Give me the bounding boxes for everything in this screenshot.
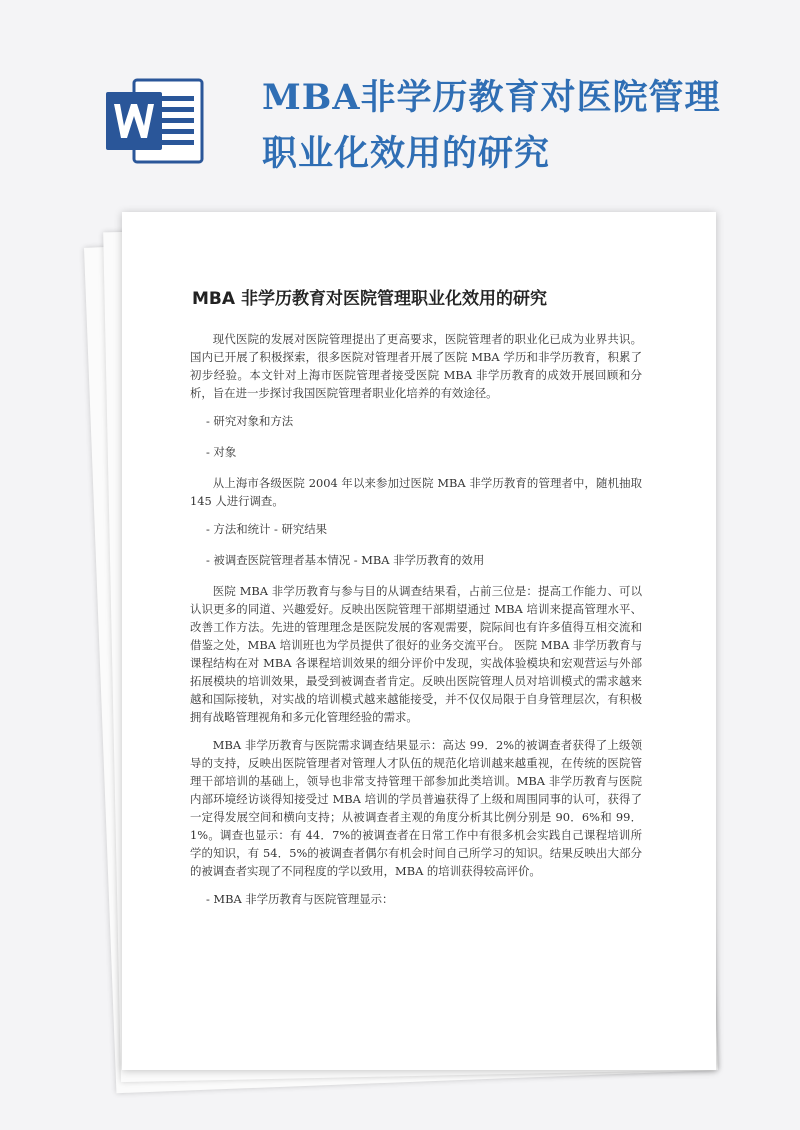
header-title-line-2: 职业化效用的研究 bbox=[262, 133, 551, 174]
document-body bbox=[190, 330, 642, 921]
heading-research-method: - 研究对象和方法 bbox=[205, 414, 294, 428]
heading-basic-info: - 被调查医院管理者基本情况 - MBA 非学历教育的效用 bbox=[205, 553, 485, 567]
header-title-line-1: MBA非学历教育对医院管理 bbox=[262, 77, 721, 118]
heading-management: - MBA 非学历教育与医院管理显示： bbox=[205, 892, 394, 906]
header-title bbox=[262, 70, 782, 182]
header bbox=[0, 0, 800, 200]
document-page bbox=[122, 212, 716, 1070]
heading-subject: - 对象 bbox=[205, 445, 237, 459]
paragraph-intro: 现代医院的发展对医院管理提出了更高要求，医院管理者的职业化已成为业界共识。国内已开展了积极探索，很多医院对管理者开展了医院 MBA 学历和非学历教育，积累了初步经验。本文针对上海市医院管理者接受医院 MBA 非学历教育的成效开展回顾和分析，旨在进一步探讨我国医院管理者职业化培养的有效途径。 bbox=[190, 332, 642, 400]
word-document-icon bbox=[104, 76, 208, 166]
document-title: MBA 非学历教育对医院管理职业化效用的研究 bbox=[192, 289, 547, 309]
paragraph-needs: MBA 非学历教育与医院需求调查结果显示：高达 99．2%的被调查者获得了上级领导的支持，反映出医院管理者对管理人才队伍的规范化培训越来越重视，在传统的医院管理干部培训的基础上，领导也非常支持管理干部参加此类培训。MBA 非学历教育与医院内部环境经访谈得知接受过 MBA 培训的学员普遍获得了上级和周围同事的认可，获得了一定得发展空间和横向支持；从被调查者主观的角度分析其比例分别是 90．6%和 99．1%。调查也显示：有 44．7%的被调查者在日常工作中有很多机会实践自己课程培训所学的知识，有 54．5%的被调查者偶尔有机会时间自己所学习的知识。结果反映出大部分的被调查者实现了不同程度的学以致用，MBA 的培训获得较高评价。 bbox=[190, 738, 642, 878]
heading-method-results: - 方法和统计 - 研究结果 bbox=[205, 522, 328, 536]
paragraph-purpose: 医院 MBA 非学历教育与参与目的从调查结果看，占前三位是：提高工作能力、可以认识更多的同道、兴趣爱好。反映出医院管理干部期望通过 MBA 培训来提高管理水平、改善工作方法。先进的管理理念是医院发展的客观需要，院际间也有许多值得互相交流和借鉴之处，MBA 培训班也为学员提供了很好的业务交流平台。 医院 MBA 非学历教育与课程结构在对 MBA 各课程培训效果的细分评价中发现，实战体验模块和宏观营运与外部拓展模块的培训效果，最受到被调查者肯定。反映出医院管理人员对培训模式的需求越来越和国际接轨，对实战的培训模式越来越能接受，并不仅仅局限于自身管理层次，有积极拥有战略管理视角和多元化管理经验的需求。 bbox=[190, 584, 642, 724]
paragraph-subject: 从上海市各级医院 2004 年以来参加过医院 MBA 非学历教育的管理者中，随机抽取 145 人进行调查。 bbox=[190, 476, 642, 508]
